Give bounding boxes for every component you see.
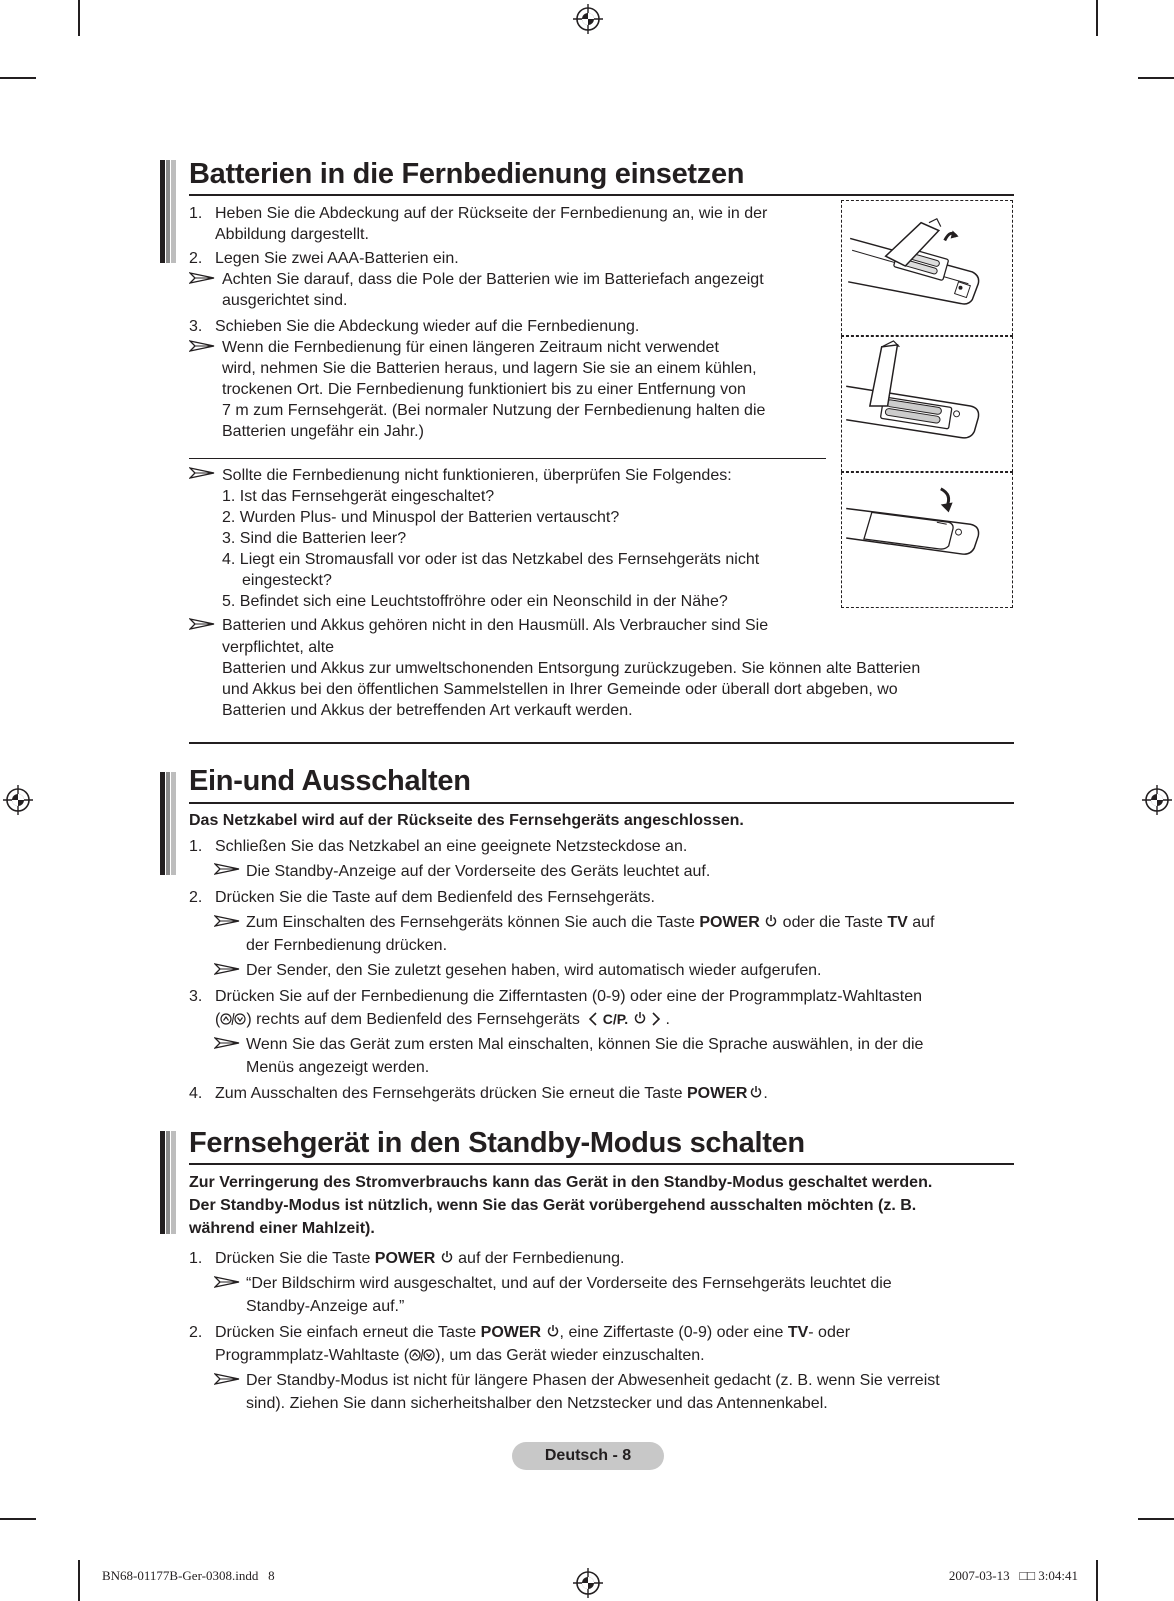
step-number: 1.: [189, 1250, 203, 1267]
text-part: Drücken Sie die Taste: [215, 1250, 375, 1267]
power-icon: [749, 1085, 763, 1099]
note-text: “Der Bildschirm wird ausgeschaltet, und auf der Vorderseite des Fernsehgeräts leuchtet die: [246, 1275, 892, 1292]
note-arrow-icon: [189, 617, 215, 631]
step-number: 2.: [189, 1324, 203, 1341]
section-marker-bar: [160, 160, 176, 263]
note-line: wird, nehmen Sie die Batterien heraus, und lagern Sie sie an einem kühlen,: [222, 360, 757, 377]
intro-line: Der Standby-Modus ist nützlich, wenn Sie das Gerät vorübergehend ausschalten möchten (z. B.: [189, 1197, 917, 1214]
text-part: auf der Fernbedienung.: [453, 1250, 625, 1267]
text-part: Zum Ausschalten des Fernsehgeräts drücken Sie erneut die Taste: [215, 1085, 687, 1102]
note-arrow-icon: [214, 962, 240, 976]
note-line: Batterien ungefähr ein Jahr.): [222, 423, 424, 440]
registration-mark-icon: [1142, 785, 1172, 815]
note-arrow-icon: [214, 1275, 240, 1289]
power-icon: [440, 1250, 454, 1264]
check-item: eingesteckt?: [242, 572, 332, 589]
section-title-power: Ein-und Ausschalten: [189, 765, 471, 797]
section-intro: Das Netzkabel wird auf der Rückseite des Fernsehgeräts angeschlossen.: [189, 812, 744, 829]
channel-up-down-icon: [220, 1012, 246, 1026]
check-item: 4. Liegt ein Stromausfall vor oder ist das Netzkabel des Fernsehgeräts nicht: [222, 551, 760, 568]
note-arrow-icon: [214, 862, 240, 876]
crop-mark: [1096, 1560, 1098, 1601]
text-part: Programmplatz-Wahltaste (: [215, 1347, 410, 1364]
section-end-rule: [189, 742, 1014, 744]
power-key-label: POWER: [480, 1324, 542, 1341]
troubleshooting-list: [222, 486, 822, 612]
text-part: Drücken Sie einfach erneut die Taste: [215, 1324, 481, 1341]
crop-mark: [0, 77, 36, 79]
step-text: [215, 1083, 768, 1104]
step-number: 2.: [189, 889, 203, 906]
text-part: - oder: [808, 1324, 851, 1341]
text-part: ) rechts auf dem Bedienfeld des Fernsehgeräts: [246, 1011, 580, 1028]
note-line: Batterien und Akkus zur umweltschonenden Entsorgung zurückzugeben. Sie können alte Batterien: [222, 660, 921, 677]
crop-mark: [1138, 77, 1174, 79]
step-number: 1.: [189, 838, 203, 855]
chevron-left-icon: [588, 1011, 598, 1027]
step-text: Heben Sie die Abdeckung auf der Rückseite der Fernbedienung an, wie in der: [215, 205, 768, 222]
page-number-badge: Deutsch - 8: [512, 1442, 664, 1470]
note-arrow-icon: [214, 914, 240, 928]
crop-mark: [78, 0, 80, 36]
intro-line: während einer Mahlzeit).: [189, 1220, 375, 1237]
step-text: [215, 1322, 850, 1343]
note-text-part: auf: [907, 914, 935, 931]
divider: [189, 458, 826, 459]
note-text: der Fernbedienung drücken.: [246, 937, 448, 954]
note-text: Standby-Anzeige auf.”: [246, 1298, 405, 1315]
intro-line: Zur Verringerung des Stromverbrauchs kann das Gerät in den Standby-Modus geschaltet werden.: [189, 1174, 933, 1191]
check-item: 3. Sind die Batterien leer?: [222, 530, 407, 547]
step-text: [215, 1009, 670, 1030]
remote-close-cover-illustration: [841, 472, 1013, 608]
step-number: 3.: [189, 318, 203, 335]
disposal-note: [222, 615, 1012, 721]
remote-insert-batteries-illustration: [841, 336, 1013, 472]
text-part: .: [763, 1085, 768, 1102]
tv-key-label: TV: [887, 914, 908, 931]
step-number: 4.: [189, 1085, 203, 1102]
step-text: Abbildung dargestellt.: [215, 226, 369, 243]
date-slug: 2007-03-13 □□ 3:04:41: [948, 1568, 1078, 1583]
check-item: 2. Wurden Plus- und Minuspol der Batterien vertauscht?: [222, 509, 620, 526]
note-text: Sollte die Fernbedienung nicht funktionieren, überprüfen Sie Folgendes:: [222, 467, 732, 484]
registration-mark-icon: [3, 785, 33, 815]
section-marker-bar: [160, 1131, 176, 1234]
crop-mark: [0, 1518, 36, 1520]
step-text: Legen Sie zwei AAA-Batterien ein.: [215, 250, 459, 267]
note-text: Der Sender, den Sie zuletzt gesehen haben, wird automatisch wieder aufgerufen.: [246, 962, 822, 979]
note-text: [246, 912, 934, 933]
note-arrow-icon: [189, 271, 215, 285]
crop-mark: [78, 1560, 80, 1601]
text-part: ), um das Gerät wieder einzuschalten.: [435, 1347, 705, 1364]
crop-mark: [1138, 1518, 1174, 1520]
section-intro: [189, 1171, 1014, 1240]
note-arrow-icon: [189, 466, 215, 480]
step-number: 2.: [189, 250, 203, 267]
note-text-part: Zum Einschalten des Fernsehgeräts können Sie auch die Taste: [246, 914, 700, 931]
section-marker-bar: [160, 772, 176, 875]
check-item: 1. Ist das Fernsehgerät eingeschaltet?: [222, 488, 495, 505]
note-line: Wenn die Fernbedienung für einen längeren Zeitraum nicht verwendet: [222, 339, 719, 356]
note-arrow-icon: [189, 339, 215, 353]
chevron-right-icon: [651, 1011, 661, 1027]
note-text: sind). Ziehen Sie dann sicherheitshalber den Netzstecker und das Antennenkabel.: [246, 1395, 828, 1412]
step-text: Schieben Sie die Abdeckung wieder auf die Fernbedienung.: [215, 318, 640, 335]
note-text-part: oder die Taste: [778, 914, 888, 931]
note-line: verpflichtet, alte: [222, 639, 335, 656]
crop-mark: [1096, 0, 1098, 36]
step-text: Drücken Sie die Taste auf dem Bedienfeld des Fernsehgeräts.: [215, 889, 655, 906]
step-number: 1.: [189, 205, 203, 222]
channel-up-down-icon: [409, 1348, 435, 1362]
text-part: (: [215, 1011, 221, 1028]
power-icon: [546, 1324, 560, 1338]
check-item: 5. Befindet sich eine Leuchtstoffröhre oder ein Neonschild in der Nähe?: [222, 593, 728, 610]
note-arrow-icon: [214, 1372, 240, 1386]
note-line: 7 m zum Fernsehgerät. (Bei normaler Nutzung der Fernbedienung halten die: [222, 402, 766, 419]
text-part: , eine Ziffertaste (0-9) oder eine: [559, 1324, 788, 1341]
power-icon: [764, 914, 778, 928]
step-text: Schließen Sie das Netzkabel an eine geeignete Netzsteckdose an.: [215, 838, 688, 855]
remote-open-cover-illustration: [841, 200, 1013, 336]
section-title-batteries: Batterien in die Fernbedienung einsetzen: [189, 158, 745, 190]
section-rule: [189, 1163, 1014, 1165]
power-key-label: POWER: [686, 1085, 748, 1102]
note-text: Die Standby-Anzeige auf der Vorderseite des Geräts leuchtet auf.: [246, 863, 711, 880]
power-key-label: POWER: [699, 914, 760, 931]
note-text: ausgerichtet sind.: [222, 292, 348, 309]
note-storage: [222, 337, 822, 442]
note-line: Batterien und Akkus gehören nicht in den Hausmüll. Als Verbraucher sind Sie: [222, 617, 769, 634]
note-arrow-icon: [214, 1036, 240, 1050]
note-text: Achten Sie darauf, dass die Pole der Batterien wie im Batteriefach angezeigt: [222, 271, 764, 288]
note-line: und Akkus bei den öffentlichen Sammelstellen in Ihrer Gemeinde oder überall dort abgeben, wo: [222, 681, 898, 698]
power-key-label: POWER: [374, 1250, 436, 1267]
note-line: trockenen Ort. Die Fernbedienung funktioniert bis zu einer Entfernung von: [222, 381, 746, 398]
registration-mark-icon: [573, 4, 603, 34]
power-icon: [633, 1011, 647, 1025]
file-slug: BN68-01177B-Ger-0308.indd 8: [102, 1568, 275, 1583]
registration-mark-icon: [573, 1568, 603, 1598]
step-number: 3.: [189, 988, 203, 1005]
step-text: [215, 1345, 705, 1366]
note-line: Batterien und Akkus der betreffenden Art verkauft werden.: [222, 702, 633, 719]
section-rule: [189, 194, 1014, 196]
note-text: Menüs angezeigt werden.: [246, 1059, 430, 1076]
tv-key-label: TV: [787, 1324, 809, 1341]
text-part: .: [665, 1011, 670, 1028]
section-title-standby: Fernsehgerät in den Standby-Modus schalten: [189, 1127, 805, 1159]
cp-key-label: C/P.: [602, 1011, 629, 1027]
note-text: Der Standby-Modus ist nicht für längere Phasen der Abwesenheit gedacht (z. B. wenn Sie verreist: [246, 1372, 940, 1389]
section-rule: [189, 802, 1014, 804]
step-text: [215, 1248, 625, 1269]
note-text: Wenn Sie das Gerät zum ersten Mal einschalten, können Sie die Sprache auswählen, in der die: [246, 1036, 924, 1053]
step-text: Drücken Sie auf der Fernbedienung die Zifferntasten (0-9) oder eine der Programmplatz-Wahltasten: [215, 988, 923, 1005]
